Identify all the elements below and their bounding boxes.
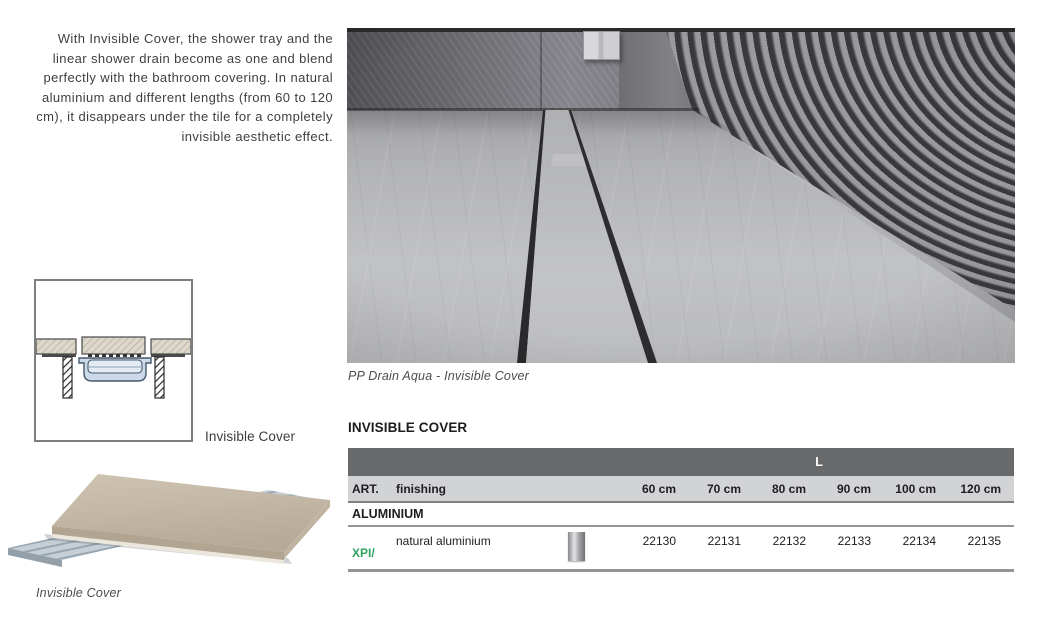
col-80cm: 80 cm <box>754 476 819 502</box>
photo-caption: PP Drain Aqua - Invisible Cover <box>348 369 530 383</box>
finishing-swatch-cell <box>568 526 624 570</box>
art-90cm: 22133 <box>819 526 884 570</box>
cross-section-drawing <box>36 281 191 440</box>
product-table <box>348 448 1014 572</box>
col-swatch-spacer <box>568 476 624 502</box>
table-group-header-row <box>348 448 1014 476</box>
table-section-row <box>348 502 1014 526</box>
aluminium-swatch <box>568 532 585 561</box>
col-120cm: 120 cm <box>949 476 1014 502</box>
table-column-header-row <box>348 476 1014 502</box>
finishing-value: natural aluminium <box>396 526 568 570</box>
product-caption: Invisible Cover <box>36 586 121 600</box>
art-120cm: 22135 <box>949 526 1014 570</box>
art-70cm: 22131 <box>689 526 754 570</box>
col-finishing: finishing <box>396 476 568 502</box>
product-table-block <box>348 420 1014 572</box>
diagram-caption: Invisible Cover <box>205 429 296 444</box>
art-100cm: 22134 <box>884 526 949 570</box>
article-code: XPI/ <box>348 526 396 570</box>
table-title: INVISIBLE COVER <box>348 420 468 435</box>
col-70cm: 70 cm <box>689 476 754 502</box>
col-100cm: 100 cm <box>884 476 949 502</box>
group-header-length: L <box>624 448 1014 476</box>
group-header-spacer <box>348 448 624 476</box>
cross-section-diagram <box>34 279 193 442</box>
art-80cm: 22132 <box>754 526 819 570</box>
col-90cm: 90 cm <box>819 476 884 502</box>
col-60cm: 60 cm <box>624 476 689 502</box>
table-row <box>348 526 1014 570</box>
photo-vignette <box>347 28 1015 363</box>
product-render <box>0 456 334 582</box>
invisible-cover-render <box>0 456 334 582</box>
art-60cm: 22130 <box>624 526 689 570</box>
intro-paragraph: With Invisible Cover, the shower tray and the linear shower drain become as one and blend perfectly with the bathroom covering. In natural aluminium and different lengths (from 60 to 120 cm), it disappears under the tile for a completely invisible aesthetic effect. <box>36 31 333 144</box>
col-art: ART. <box>348 476 396 502</box>
section-label-aluminium: ALUMINIUM <box>348 502 1014 526</box>
shower-room-photo <box>347 28 1015 363</box>
